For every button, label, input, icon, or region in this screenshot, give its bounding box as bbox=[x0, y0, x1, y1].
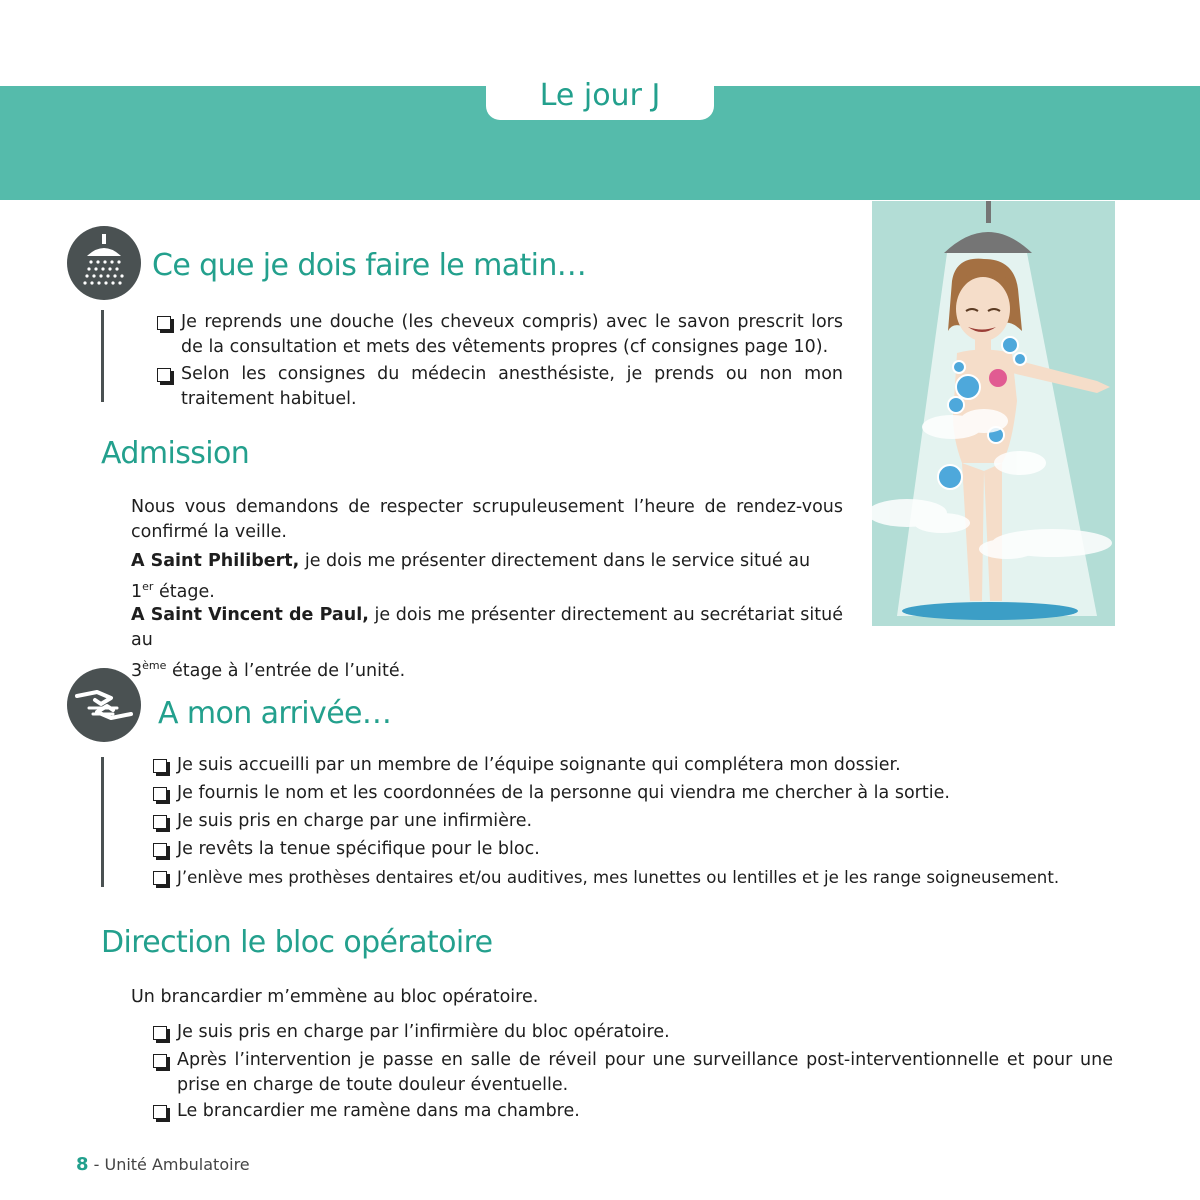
shower-icon bbox=[67, 226, 141, 300]
footer-label: - Unité Ambulatoire bbox=[88, 1155, 250, 1174]
handshake-icon bbox=[67, 668, 141, 742]
section-title-bloc: Direction le bloc opératoire bbox=[101, 925, 493, 960]
admission-saint-vincent: A Saint Vincent de Paul, je dois me présenter directement au secrétariat situé au 3ème étage à l’entrée de l’unité. bbox=[131, 605, 843, 681]
title-tab bbox=[486, 70, 714, 120]
section-title-arrival: A mon arrivée… bbox=[158, 696, 392, 731]
shower-illustration bbox=[872, 201, 1115, 626]
admission-intro: Nous vous demandons de respecter scrupuleusement l’heure de rendez-vous confirmé la veille. bbox=[131, 497, 843, 542]
page-number: 8 bbox=[76, 1154, 89, 1175]
section-title-morning: Ce que je dois faire le matin… bbox=[152, 248, 587, 283]
bloc-intro: Un brancardier m’emmène au bloc opératoire. bbox=[131, 987, 539, 1007]
section-divider bbox=[101, 310, 104, 402]
footer bbox=[76, 1154, 250, 1175]
section-title-admission: Admission bbox=[101, 436, 250, 471]
page-title: Le jour J bbox=[539, 77, 661, 113]
admission-saint-philibert: A Saint Philibert, je dois me présenter directement dans le service situé au 1er étage. bbox=[131, 551, 811, 602]
section-divider bbox=[101, 757, 104, 887]
